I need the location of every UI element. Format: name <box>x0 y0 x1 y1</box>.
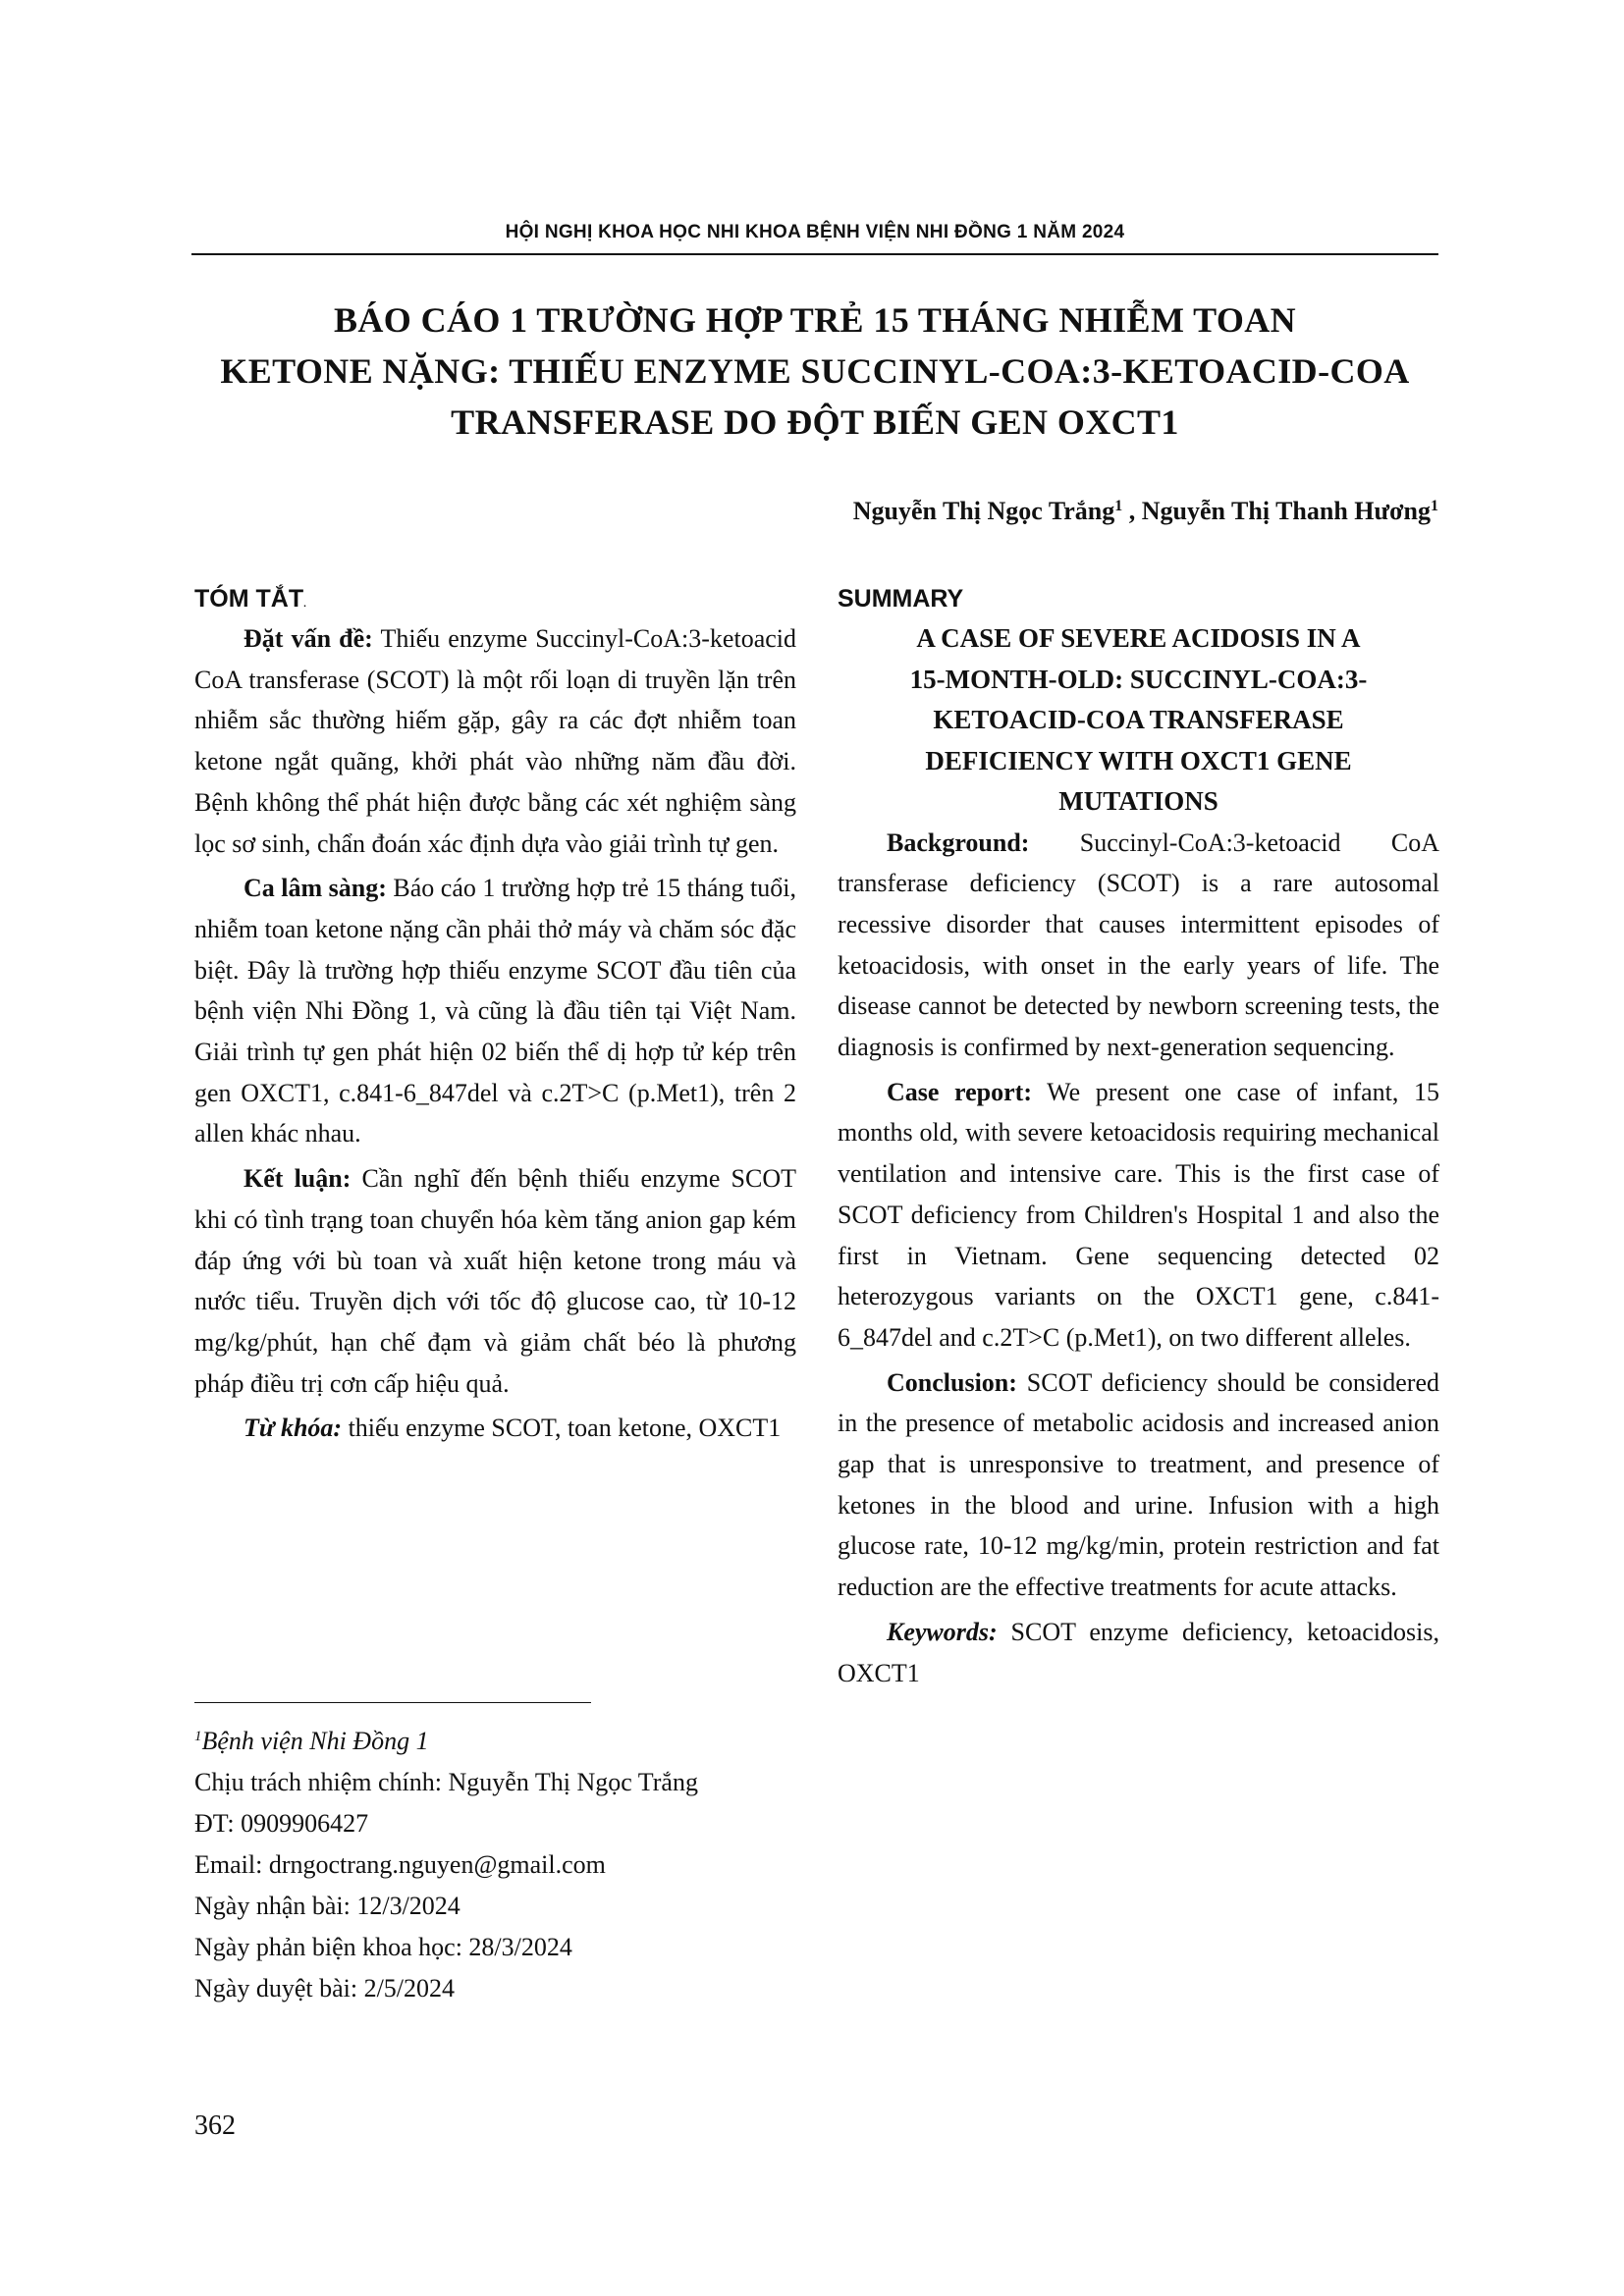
running-header: HỘI NGHỊ KHOA HỌC NHI KHOA BỆNH VIỆN NHI ĐỒNG 1 NĂM 2024 <box>505 222 1125 242</box>
footnote-email: Email: drngoctrang.nguyen@gmail.com <box>194 1850 606 1879</box>
author-affiliation-mark: 1 <box>1431 498 1438 514</box>
paragraph-text: Cần nghĩ đến bệnh thiếu enzyme SCOT khi có tình trạng toan chuyển hóa kèm tăng anion gap kém đáp ứng với bù toan và xuất hiện ketone trong máu và nước tiểu. Truyền dịch với tốc độ glucose cao, từ 10-12 mg/kg/phút, hạn chế đạm và giảm chất béo là phương pháp điều trị cơn cấp hiệu quả. <box>194 1164 796 1398</box>
abstract-keywords <box>838 1612 1439 1693</box>
abstract-english <box>838 577 1439 1697</box>
footnote-rule <box>194 1702 591 1703</box>
author-list <box>853 497 1438 526</box>
footnote-affiliation <box>194 1716 803 1762</box>
title-line: MUTATIONS <box>1058 786 1218 816</box>
paragraph-label: Kết luận: <box>244 1164 352 1194</box>
paragraph-text: Succinyl-CoA:3-ketoacid CoA transferase deficiency (SCOT) is a rare autosomal recessive disorder that causes intermittent episodes of ketoacidosis, with onset in the early years of life. The disease cannot be detected by newborn screening tests, the diagnosis is confirmed by next-generation sequencing. <box>838 828 1439 1062</box>
title-line: TRANSFERASE DO ĐỘT BIẾN GEN OXCT1 <box>451 402 1179 442</box>
title-line: KETONE NẶNG: THIẾU ENZYME SUCCINYL-COA:3-KETOACID-COA <box>220 351 1410 391</box>
english-title <box>838 618 1439 823</box>
affiliation-text: Bệnh viện Nhi Đồng 1 <box>201 1727 429 1755</box>
paragraph-label: Đặt vấn đề: <box>244 624 373 653</box>
footnotes <box>194 1716 803 2009</box>
paragraph-text: We present one case of infant, 15 months old, with severe ketoacidosis requiring mechanical ventilation and intensive care. This is the first case of SCOT deficiency from Children's Hospital 1 and also the first in Vietnam. Gene sequencing detected 02 heterozygous variants on the OXCT1 gene, c.841-6_847del and c.2T>C (p.Met1), on two different alleles. <box>838 1077 1439 1352</box>
paragraph-text: Báo cáo 1 trường hợp trẻ 15 tháng tuổi, nhiễm toan ketone nặng cần phải thở máy và chăm sóc đặc biệt. Đây là trường hợp thiếu enzyme SCOT đầu tiên của bệnh viện Nhi Đồng 1, và cũng là đầu tiên tại Việt Nam. Giải trình tự gen phát hiện 02 biến thể dị hợp tử kép trên gen OXCT1, c.841-6_847del và c.2T>C (p.Met1), trên 2 allen khác nhau. <box>194 874 796 1148</box>
title-line: DEFICIENCY WITH OXCT1 GENE <box>925 745 1352 775</box>
footnote-corresponding: Chịu trách nhiệm chính: Nguyễn Thị Ngọc Trắng <box>194 1768 698 1796</box>
article-title <box>191 294 1438 448</box>
section-heading <box>194 577 796 616</box>
paragraph-label: Ca lâm sàng: <box>244 874 387 903</box>
abstract-vietnamese <box>194 577 796 1453</box>
abstract-background <box>194 618 796 864</box>
paragraph-text: SCOT enzyme deficiency, ketoacidosis, OXCT1 <box>838 1617 1439 1687</box>
paragraph-label: Từ khóa: <box>244 1414 343 1443</box>
author-name: Nguyễn Thị Thanh Hương <box>1141 497 1431 525</box>
paragraph-text: SCOT deficiency should be considered in the presence of metabolic acidosis and increased anion gap that is unresponsive to treatment, and presence of ketones in the blood and urine. Infusion with a high glucose rate, 10-12 mg/kg/min, protein restriction and fat reduction are the effective treatments for acute attacks. <box>838 1367 1439 1602</box>
title-line: BÁO CÁO 1 TRƯỜNG HỢP TRẺ 15 THÁNG NHIỄM TOAN <box>333 300 1297 340</box>
paragraph-label: Background: <box>887 828 1030 857</box>
author-affiliation-mark: 1 <box>1114 498 1123 514</box>
title-line: KETOACID-COA TRANSFERASE <box>933 705 1344 734</box>
affiliation-mark: 1 <box>194 1729 202 1744</box>
header-rule <box>191 253 1438 255</box>
section-heading: SUMMARY <box>838 585 964 613</box>
abstract-conclusion <box>194 1158 796 1404</box>
footnote-received: Ngày nhận bài: 12/3/2024 <box>194 1892 460 1920</box>
abstract-case <box>838 1072 1439 1359</box>
abstract-case <box>194 868 796 1154</box>
abstract-background <box>838 823 1439 1068</box>
paragraph-label: Keywords: <box>887 1617 998 1646</box>
page-number: 362 <box>194 2110 236 2141</box>
paragraph-label: Conclusion: <box>887 1367 1017 1397</box>
footnote-reviewed: Ngày phản biện khoa học: 28/3/2024 <box>194 1933 572 1961</box>
author-name: Nguyễn Thị Ngọc Trắng <box>852 497 1115 525</box>
abstract-conclusion <box>838 1362 1439 1608</box>
heading-mark: . <box>303 599 306 610</box>
footnote-accepted: Ngày duyệt bài: 2/5/2024 <box>194 1974 456 2002</box>
section-heading-text: TÓM TẮT <box>194 585 304 613</box>
paragraph-text: Thiếu enzyme Succinyl-CoA:3-ketoacid CoA transferase (SCOT) là một rối loạn di truyền lặn trên nhiễm sắc thường hiếm gặp, gây ra các đợt nhiễm toan ketone ngắt quãng, khởi phát vào những năm đầu đời. Bệnh không thể phát hiện được bằng các xét nghiệm sàng lọc sơ sinh, chẩn đoán xác định dựa vào giải trình tự gen. <box>194 624 796 858</box>
footnote-phone: ĐT: 0909906427 <box>194 1809 369 1838</box>
author-separator: , <box>1122 497 1142 525</box>
title-line: A CASE OF SEVERE ACIDOSIS IN A <box>916 623 1361 653</box>
paragraph-text: thiếu enzyme SCOT, toan ketone, OXCT1 <box>342 1414 782 1443</box>
paragraph-label: Case report: <box>887 1077 1032 1106</box>
abstract-keywords <box>194 1408 796 1449</box>
title-line: 15-MONTH-OLD: SUCCINYL-COA:3- <box>909 664 1368 694</box>
